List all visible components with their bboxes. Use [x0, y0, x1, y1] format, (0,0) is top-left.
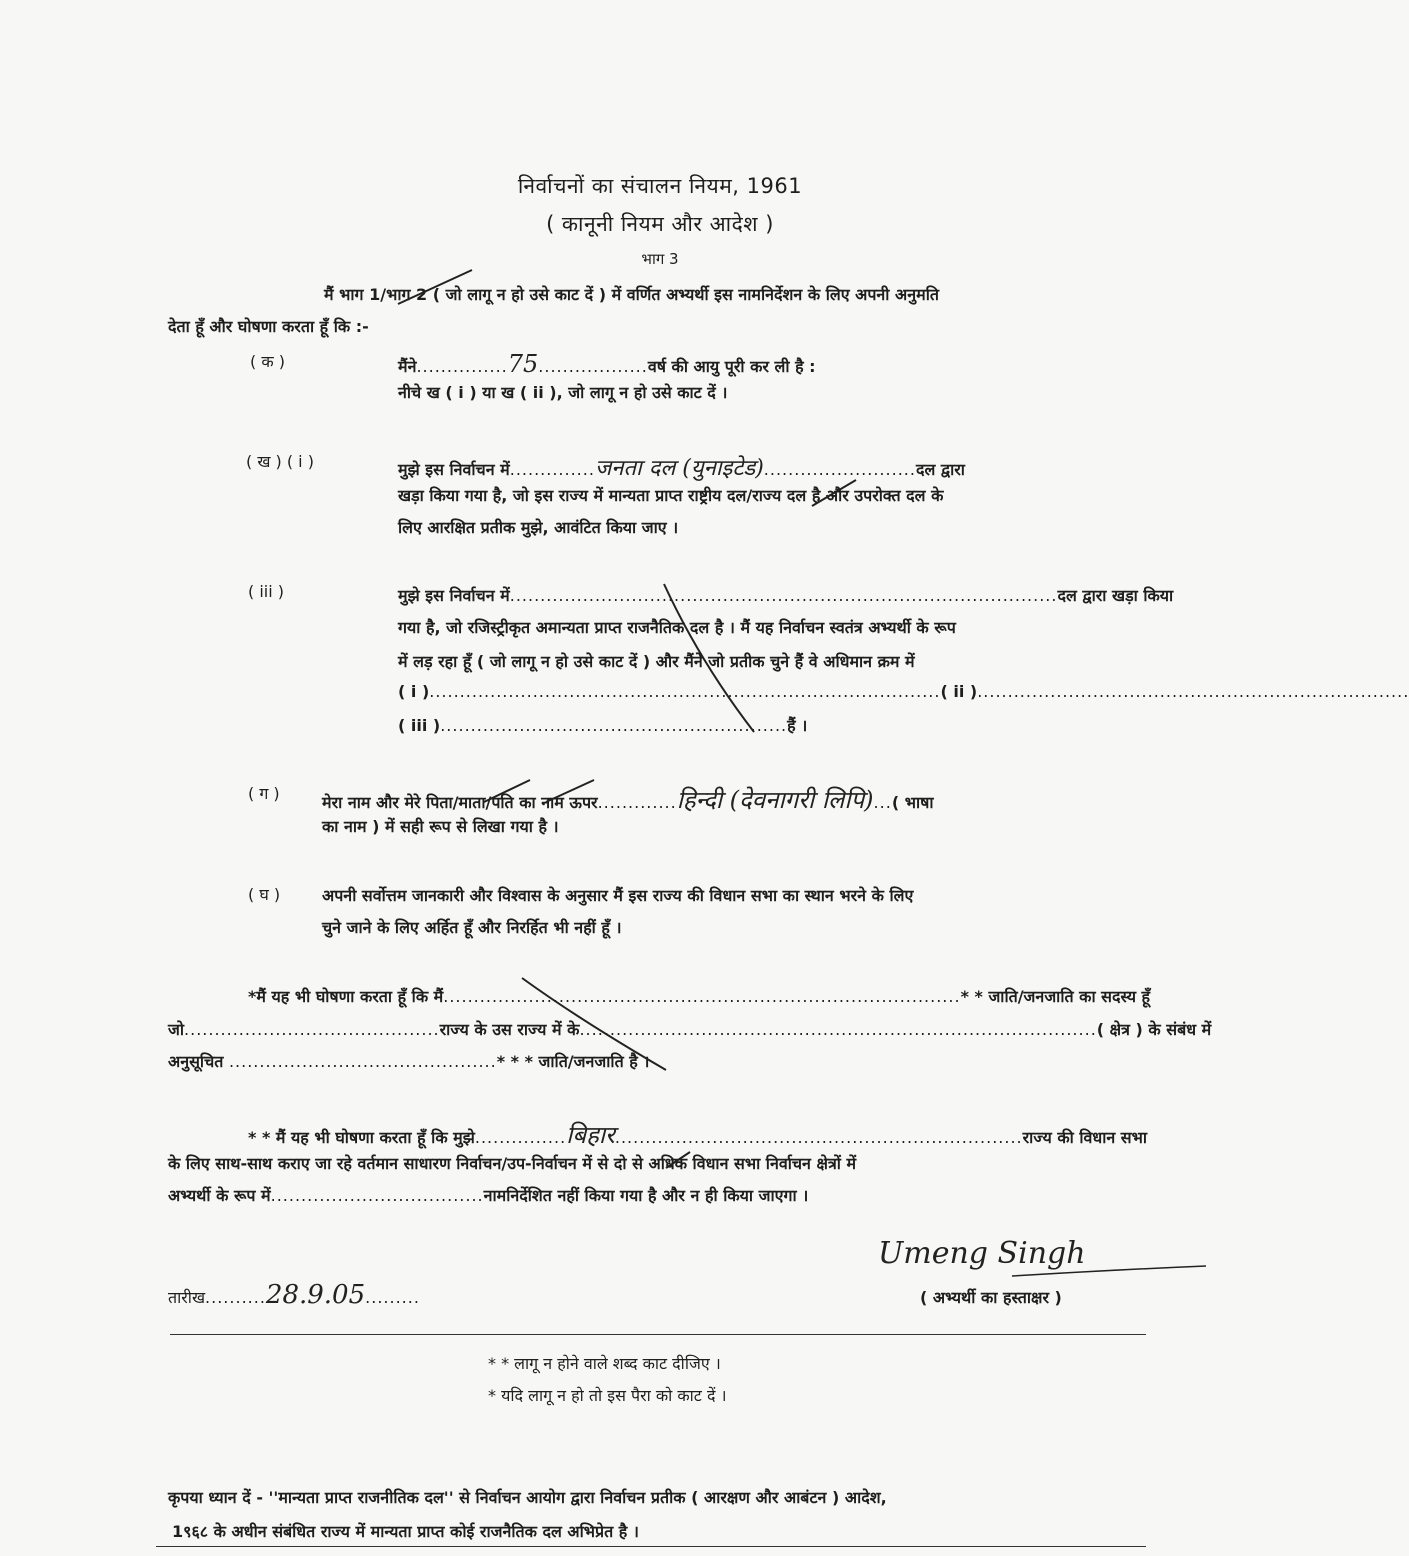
clause-kha-i-prefix: मुझे इस निर्वाचन में [398, 460, 510, 479]
clause-ka-label: ( क ) [250, 352, 285, 371]
strike-mark [810, 478, 860, 508]
caste-line-2-prefix: जो [168, 1020, 185, 1039]
candidate-signature: Umeng Singh [878, 1236, 1086, 1271]
caste-line-3-suffix: * * * जाति/जनजाति है । [496, 1052, 650, 1071]
clause-gha-line-1: अपनी सर्वोत्तम जानकारी और विश्वास के अनुसार मैं इस राज्य की विधान सभा का स्थान भरने के लिए [322, 886, 914, 905]
clause-iii-line-2: गया है, जो रजिस्ट्रीकृत अमान्यता प्राप्त राजनैतिक दल है । मैं यह निर्वाचन स्वतंत्र अभ्यर्थी के रूप [398, 618, 956, 637]
strike-mark [664, 1148, 694, 1172]
state-value: बिहार [566, 1121, 615, 1149]
notice-line-2-text: के अधीन संबंधित राज्य में मान्यता प्राप्त कोई राजनैतिक दल अभिप्रेत है । [213, 1522, 639, 1541]
caste-line-1: *मैं यह भी घोषणा करता हूँ कि मैं.....................................................................................* * जाति/जनजाति का सदस्य हूँ [248, 987, 1151, 1006]
caste-line-3: अनुसूचित ............................................* * * जाति/जनजाति है । [168, 1052, 650, 1071]
state-line-1: * * मैं यह भी घोषणा करता हूँ कि मुझे...............बिहार...................................................................राज्य की विधान सभा [248, 1121, 1148, 1149]
option-i: ( i ) [398, 682, 430, 701]
clause-iii-line-3: में लड़ रहा हूँ ( जो लागू न हो उसे काट दें ) और मैंने जो प्रतीक चुने हैं वे अधिमान क्रम में [398, 652, 915, 671]
form-part: भाग 3 [641, 250, 679, 268]
date-field: तारीख..........28.9.05......... [168, 1280, 420, 1310]
state-line-3-suffix: नामनिर्देशित नहीं किया गया है और न ही किया जाएगा । [483, 1186, 809, 1205]
footnote-2: * यदि लागू न हो तो इस पैरा को काट दें । [488, 1386, 727, 1405]
clause-gha-line-2: चुने जाने के लिए अर्हित हूँ और निरर्हित भी नहीं हूँ । [322, 918, 622, 937]
clause-iii-suffix: दल द्वारा खड़ा किया [1057, 586, 1174, 605]
clause-ga-label: ( ग ) [248, 784, 280, 803]
clause-ka-note: नीचे ख ( i ) या ख ( ii ), जो लागू न हो उसे काट दें । [398, 383, 728, 402]
strike-mark [396, 266, 476, 306]
clause-ka-line: मैंने...............75..................वर्ष की आयु पूरी कर ली है : [398, 350, 816, 378]
clause-iii-prefix: मुझे इस निर्वाचन में [398, 586, 510, 605]
clause-ga-line-1: मेरा नाम और मेरे पिता/माता/पति का नाम ऊपर.............हिन्दी (देवनागरी लिपि)...( भाषा [322, 786, 934, 814]
clause-gha-label: ( घ ) [248, 885, 281, 904]
party-value: जनता दल (युनाइटेड) [594, 456, 764, 481]
clause-ka-prefix: मैंने [398, 357, 417, 376]
state-line-2: के लिए साथ-साथ कराए जा रहे वर्तमान साधारण निर्वाचन/उप-निर्वाचन में से दो से अधिक विधान सभा निर्वाचन क्षेत्रों में [168, 1154, 857, 1173]
clause-ga-line-2: का नाम ) में सही रूप से लिखा गया है । [322, 817, 559, 836]
caste-line-2: जो..........................................राज्य के उस राज्य में के.....................................................................................( क्षेत्र ) के संबंध में [168, 1020, 1212, 1039]
clause-ga-prefix: मेरा नाम और मेरे पिता/माता/पति का नाम ऊपर [322, 793, 598, 812]
clause-ka-suffix: वर्ष की आयु पूरी कर ली है : [647, 357, 816, 376]
clause-kha-i-line-3: लिए आरक्षित प्रतीक मुझे, आवंटित किया जाए । [398, 518, 679, 537]
signature-tail [1010, 1262, 1210, 1282]
notice-year: 1९६८ [172, 1522, 209, 1541]
option-ii: ( ii ) [940, 682, 978, 701]
caste-line-2-suffix: ( क्षेत्र ) के संबंध में [1096, 1020, 1212, 1039]
bottom-rule [156, 1546, 1146, 1547]
clause-iii-line-1: मुझे इस निर्वाचन में..........................................................................................दल द्वारा खड़ा किया [398, 586, 1174, 605]
language-value: हिन्दी (देवनागरी लिपि) [676, 786, 874, 814]
state-line-1-suffix: राज्य की विधान सभा [1022, 1128, 1148, 1147]
age-value: 75 [507, 350, 539, 378]
caste-line-2-mid: राज्य के उस राज्य में के [439, 1020, 580, 1039]
strike-mark [480, 776, 600, 806]
intro-line-2: देता हूँ और घोषणा करता हूँ कि :- [168, 317, 369, 336]
divider [170, 1334, 1146, 1335]
notice-line-2 [172, 1520, 639, 1542]
caste-line-1-prefix: *मैं यह भी घोषणा करता हूँ कि मैं [248, 987, 444, 1006]
clause-ga-suffix: ( भाषा [891, 793, 934, 812]
clause-kha-i-line-2: खड़ा किया गया है, जो इस राज्य में मान्यता प्राप्त राष्ट्रीय दल/राज्य दल है और उपरोक्त दल के [398, 486, 944, 505]
state-line-3: अभ्यर्थी के रूप में...................................नामनिर्देशित नहीं किया गया है और न ही किया जाएगा । [168, 1186, 809, 1205]
option-iii: ( iii ) [398, 716, 441, 735]
signature-label: ( अभ्यर्थी का हस्ताक्षर ) [920, 1288, 1062, 1307]
clause-iii-options-2: ( iii ).........................................................हैं । [398, 716, 808, 735]
strike-mark [660, 582, 760, 742]
clause-iii-label: ( iii ) [248, 582, 284, 601]
caste-line-1-suffix: * * जाति/जनजाति का सदस्य हूँ [960, 987, 1151, 1006]
notice-line-1: कृपया ध्यान दें - ''मान्यता प्राप्त राजनीतिक दल'' से निर्वाचन आयोग द्वारा निर्वाचन प्रतीक ( आरक्षण और आबंटन ) आदेश, [168, 1488, 887, 1507]
form-title: निर्वाचनों का संचालन नियम, 1961 [517, 174, 803, 198]
form-subtitle: ( कानूनी नियम और आदेश ) [546, 212, 774, 236]
clause-kha-i-line: मुझे इस निर्वाचन में..............जनता दल (युनाइटेड).........................दल द्वारा [398, 456, 965, 481]
state-line-1-prefix: * * मैं यह भी घोषणा करता हूँ कि मुझे [248, 1128, 475, 1147]
clause-kha-i-suffix: दल द्वारा [915, 460, 965, 479]
strike-mark [520, 976, 670, 1076]
caste-line-3-prefix: अनुसूचित [168, 1052, 224, 1071]
state-line-3-prefix: अभ्यर्थी के रूप में [168, 1186, 271, 1205]
date-value: 28.9.05 [265, 1280, 366, 1310]
clause-kha-i-label: ( ख ) ( i ) [246, 452, 314, 471]
clause-iii-end: हैं । [787, 716, 808, 735]
clause-iii-options: ( i )....................................................................................( ii )....................................................................... [398, 682, 1409, 701]
intro-line-1: मैं भाग 1/भाग 2 ( जो लागू न हो उसे काट दें ) में वर्णित अभ्यर्थी इस नामनिर्देशन के लिए अपनी अनुमति [324, 285, 939, 304]
date-label: तारीख [168, 1288, 206, 1307]
footnote-1: * * लागू न होने वाले शब्द काट दीजिए । [488, 1354, 721, 1373]
